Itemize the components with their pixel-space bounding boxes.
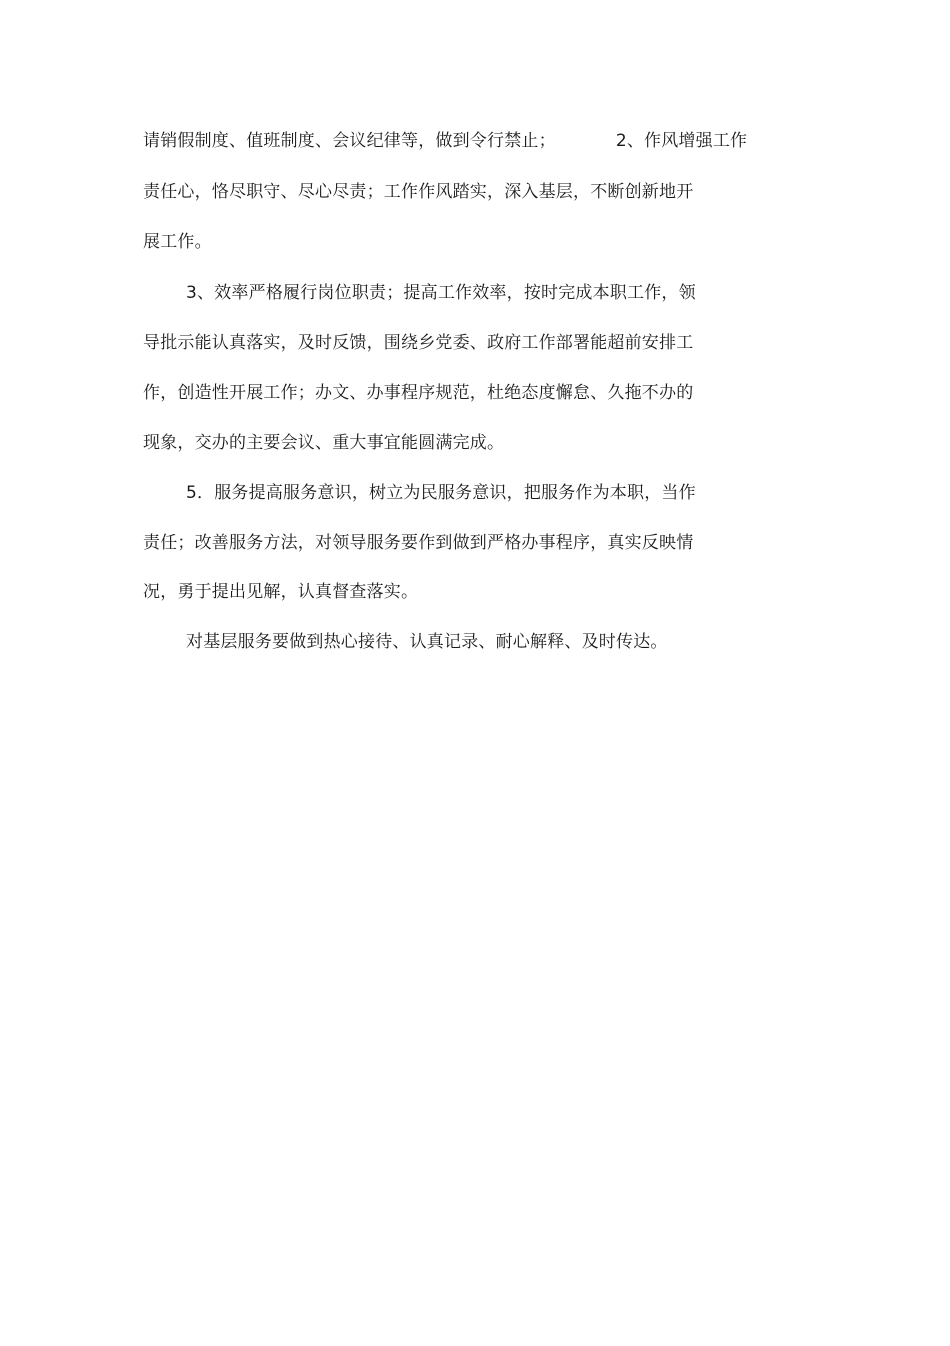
text-line-4: 3、效率严格履行岗位职责；提高工作效率，按时完成本职工作，领 bbox=[186, 283, 696, 303]
text-line-8: 5．服务提高服务意识，树立为民服务意识，把服务作为本职，当作 bbox=[186, 483, 696, 503]
text-line-7: 现象，交办的主要会议、重大事宜能圆满完成。 bbox=[143, 433, 505, 453]
text-line-2: 责任心，恪尽职守、尽心尽责；工作作风踏实，深入基层，不断创新地开 bbox=[143, 182, 694, 202]
text-segment-rules: 请销假制度、值班制度、会议纪律等，做到令行禁止； bbox=[143, 131, 556, 151]
text-line-3: 展工作。 bbox=[143, 232, 212, 252]
text-line-5: 导批示能认真落实，及时反馈，围绕乡党委、政府工作部署能超前安排工 bbox=[143, 333, 694, 353]
text-line-10: 况，勇于提出见解，认真督查落实。 bbox=[143, 582, 419, 602]
text-line-11: 对基层服务要做到热心接待、认真记录、耐心解释、及时传达。 bbox=[186, 632, 668, 652]
text-line-6: 作，创造性开展工作；办文、办事程序规范，杜绝态度懈怠、久拖不办的 bbox=[143, 383, 694, 403]
text-segment-style-heading: 2、作风增强工作 bbox=[615, 131, 748, 151]
text-line-1 bbox=[143, 131, 747, 151]
text-line-9: 责任；改善服务方法，对领导服务要作到做到严格办事程序，真实反映情 bbox=[143, 533, 694, 553]
